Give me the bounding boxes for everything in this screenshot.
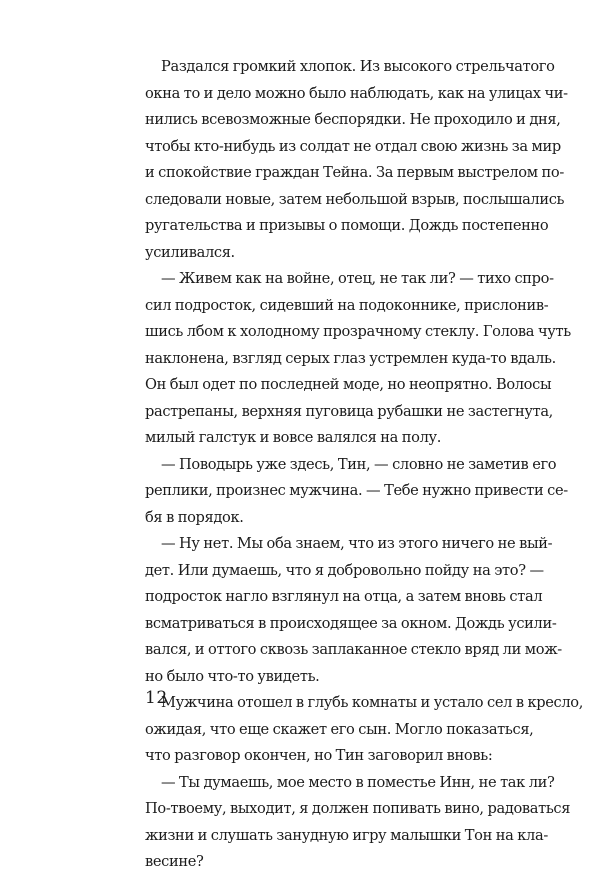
paragraph [145,54,568,266]
text-line: Раздался громкий хлопок. Из высокого стрельчатого [161,58,555,75]
text-line: весине? [145,853,204,870]
text-line: подросток нагло взглянул на отца, а затем вновь стал [145,588,543,605]
text-line: дет. Или думаешь, что я добровольно пойду на это? — [145,561,544,579]
text-line: чтобы кто-нибудь из солдат не отдал свою жизнь за мир [145,137,561,155]
text-line: но было что-то увидеть. [145,667,320,685]
paragraph [145,770,571,876]
text-line: сил подросток, сидевший на подоконнике, прислонив- [145,296,549,314]
text-line: следовали новые, затем небольшой взрыв, послышались [145,190,565,208]
page-number: 12 [145,688,168,708]
text-line: жизни и слушать занудную игру малышки Тон на кла- [145,826,548,844]
text-line: милый галстук и вовсе валялся на полу. [145,429,442,446]
text-line: — Живем как на войне, отец, не так ли? — тихо спро- [161,270,554,287]
text-line: бя в порядок. [145,508,244,526]
text-line: реплики, произнес мужчина. — Тебе нужно привести се- [145,482,568,499]
text-line: Он был одет по последней моде, но неопрятно. Волосы [145,376,552,393]
text-line: наклонена, взгляд серых глаз устремлен куда-то вдаль. [145,349,556,367]
paragraph [145,690,583,770]
text-line: вался, и оттого сквозь заплаканное стекло вряд ли мож- [145,641,562,658]
text-line: шись лбом к холодному прозрачному стеклу. Голова чуть [145,323,571,340]
body-text [145,54,583,876]
text-line: что разговор окончен, но Тин заговорил вновь: [145,747,493,764]
text-line: ругательства и призывы о помощи. Дождь постепенно [145,217,549,234]
text-line: окна то и дело можно было наблюдать, как на улицах чи- [145,84,568,102]
text-line: и спокойствие граждан Тейна. За первым выстрелом по- [145,164,564,181]
text-line: — Поводырь уже здесь, Тин, — словно не заметив его [161,455,557,473]
text-line: усиливался. [145,243,235,261]
text-line: Мужчина отошел в глубь комнаты и устало сел в кресло, [161,694,583,711]
text-line: растрепаны, верхняя пуговица рубашки не застегнута, [145,402,553,420]
paragraph [145,452,568,532]
paragraph [145,531,562,690]
text-line: ожидая, что еще скажет его сын. Могло показаться, [145,720,534,738]
text-line: По-твоему, выходит, я должен попивать вино, радоваться [145,800,571,817]
text-line: — Ты думаешь, мое место в поместье Инн, не так ли? [161,773,555,791]
text-line: нились всевозможные беспорядки. Не проходило и дня, [145,111,561,128]
paragraph [145,266,571,452]
text-line: всматриваться в происходящее за окном. Дождь усили- [145,614,557,632]
text-line: — Ну нет. Мы оба знаем, что из этого ничего не вый- [161,535,553,552]
